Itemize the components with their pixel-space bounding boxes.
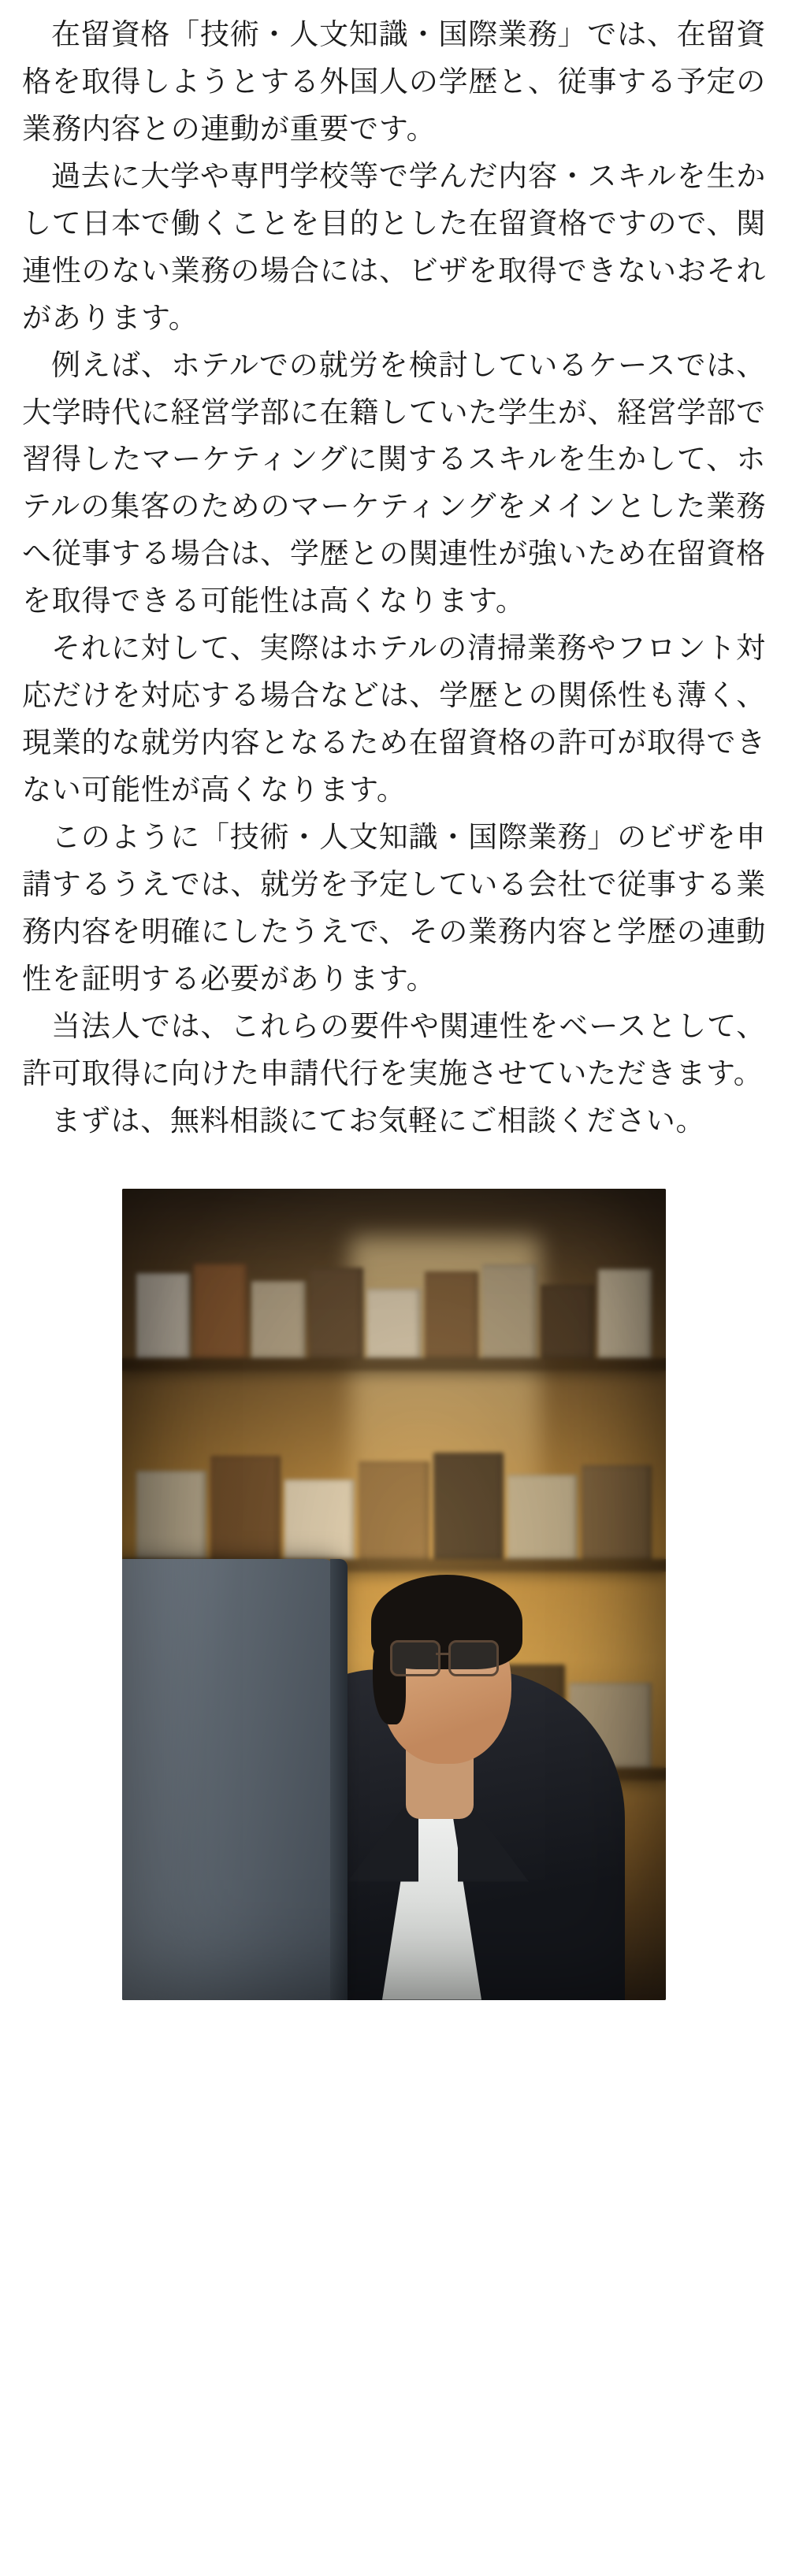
paragraph-4: それに対して、実際はホテルの清掃業務やフロント対応だけを対応する場合などは、学歴との関係性も薄く、現業的な就労内容となるため在留資格の許可が取得できない可能性が高くなります。 xyxy=(22,631,766,807)
paragraph-2: 過去に大学や専門学校等で学んだ内容・スキルを生かして日本で働くことを目的とした在留資格ですので、関連性のない業務の場合には、ビザを取得できないおそれがあります。 xyxy=(22,158,766,335)
office-worker-at-computer-photo xyxy=(122,1189,666,2000)
computer-monitor xyxy=(122,1559,335,2000)
lens-right xyxy=(448,1640,499,1676)
paragraph-6: 当法人では、これらの要件や関連性をベースとして、許可取得に向けた申請代行を実施させていただきます。 xyxy=(22,1008,766,1090)
paragraph-1: 在留資格「技術・人文知識・国際業務」では、在留資格を取得しようとする外国人の学歴と、従事する予定の業務内容との連動が重要です。 xyxy=(22,17,766,146)
paragraph-5: このように「技術・人文知識・国際業務」のビザを申請するうえでは、就労を予定している会社で従事する業務内容を明確にしたうえで、その業務内容と学歴の連動性を証明する必要があります。 xyxy=(22,819,766,996)
article-figure xyxy=(22,1189,766,2000)
eyeglasses-icon xyxy=(388,1640,507,1673)
paragraph-7: まずは、無料相談にてお気軽にご相談ください。 xyxy=(51,1103,706,1138)
lens-left xyxy=(390,1640,440,1676)
paragraph-3: 例えば、ホテルでの就労を検討しているケースでは、大学時代に経営学部に在籍していた学生が、経営学部で習得したマーケティングに関するスキルを生かして、ホテルの集客のためのマーケティングをメインとした業務へ従事する場合は、学歴との関連性が強いため在留資格を取得できる可能性は高くなります。 xyxy=(22,347,766,618)
article-body xyxy=(22,11,766,1145)
monitor-bezel-edge xyxy=(330,1559,348,2000)
